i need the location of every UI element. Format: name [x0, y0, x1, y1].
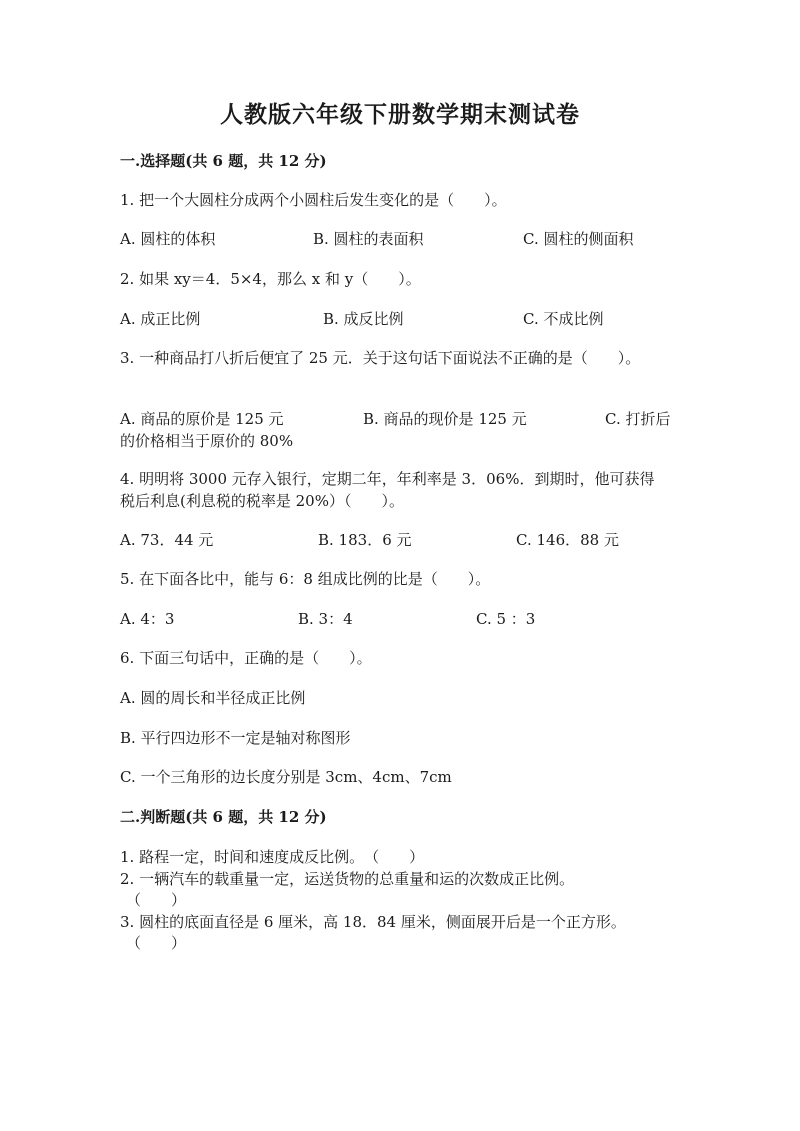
question-1-option-c: C. 圆柱的侧面积 [523, 230, 634, 248]
question-2-stem: 2. 如果 xy＝4．5×4，那么 x 和 y（ ）。 [120, 270, 421, 288]
question-2-option-a: A. 成正比例 [120, 310, 201, 328]
question-4-option-b: B. 183．6 元 [318, 531, 412, 549]
judgement-2: 2. 一辆汽车的载重量一定，运送货物的总重量和运的次数成正比例。 [120, 870, 575, 888]
question-6-option-a: A. 圆的周长和半径成正比例 [120, 689, 306, 707]
question-2-option-c: C. 不成比例 [523, 310, 604, 328]
question-3-option-a: A. 商品的原价是 125 元 [120, 410, 284, 428]
question-6-option-c: C. 一个三角形的边长度分别是 3cm、4cm、7cm [120, 768, 452, 786]
question-3-option-b: B. 商品的现价是 125 元 [363, 410, 527, 428]
question-5-option-b: B. 3：4 [298, 610, 353, 628]
question-6-option-b: B. 平行四边形不一定是轴对称图形 [120, 729, 351, 747]
judgement-2-answer-blank: （ ） [126, 891, 187, 909]
judgement-3-answer-blank: （ ） [126, 934, 187, 952]
section-heading-choice: 一.选择题(共 6 题，共 12 分) [120, 152, 327, 170]
question-5-stem: 5. 在下面各比中，能与 6：8 组成比例的比是（ ）。 [120, 570, 491, 588]
question-5-option-c: C. 5 ：3 [476, 610, 536, 628]
question-1-option-b: B. 圆柱的表面积 [313, 230, 424, 248]
question-1-option-a: A. 圆柱的体积 [120, 230, 216, 248]
question-2-option-b: B. 成反比例 [323, 310, 404, 328]
question-3-option-c: C. 打折后 [605, 410, 671, 428]
question-4-option-c: C. 146．88 元 [516, 531, 619, 549]
judgement-1: 1. 路程一定，时间和速度成反比例。 （ ） [120, 848, 425, 866]
question-4-stem-line-1: 4. 明明将 3000 元存入银行，定期二年，年利率是 3．06%．到期时，他可获得 [120, 470, 655, 488]
question-6-stem: 6. 下面三句话中，正确的是（ ）。 [120, 649, 372, 667]
question-5-option-a: A. 4：3 [120, 610, 175, 628]
question-1-stem: 1. 把一个大圆柱分成两个小圆柱后发生变化的是（ ）。 [120, 191, 507, 209]
question-3-stem: 3. 一种商品打八折后便宜了 25 元．关于这句话下面说法不正确的是（ ）。 [120, 349, 641, 367]
question-4-stem-line-2: 税后利息(利息税的税率是 20%）（ ）。 [120, 492, 404, 510]
section-heading-judgement: 二.判断题(共 6 题，共 12 分) [120, 808, 327, 826]
judgement-3: 3. 圆柱的底面直径是 6 厘米，高 18．84 厘米，侧面展开后是一个正方形。 [120, 913, 626, 931]
question-4-option-a: A. 73．44 元 [120, 531, 214, 549]
page-title: 人教版六年级下册数学期末测试卷 [220, 101, 580, 128]
question-3-option-c-continued: 的价格相当于原价的 80% [120, 432, 294, 450]
